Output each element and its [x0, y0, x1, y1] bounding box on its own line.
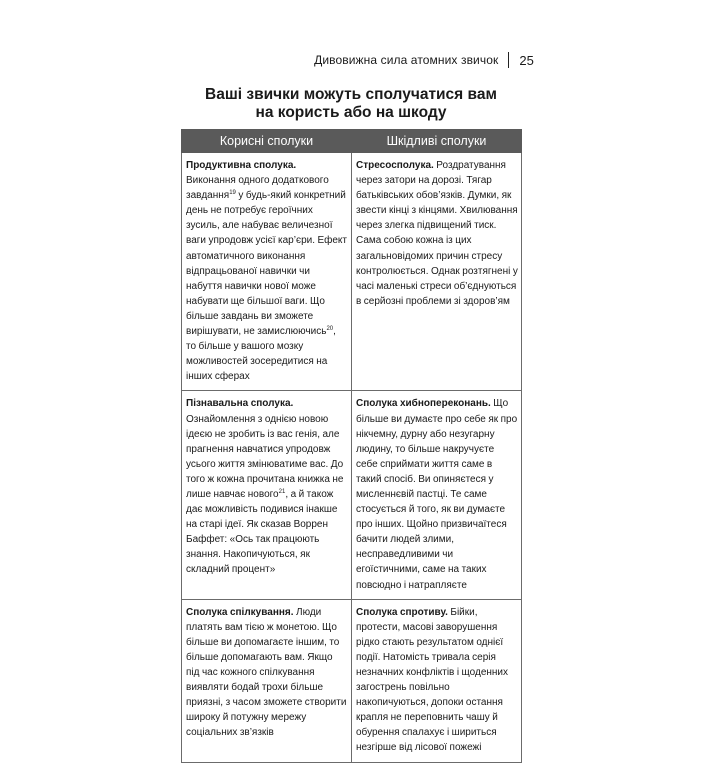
cell-lead: Сполука хибнопереконань. — [356, 398, 491, 410]
header-good-compounds: Корисні сполуки — [182, 130, 352, 153]
cell-lead: Стресосполука. — [356, 160, 434, 171]
header-divider — [508, 52, 509, 68]
cell-lead: Сполука спротиву. — [356, 606, 448, 618]
cell-text: Бійки, протести, масові заворушення рідко стають результатом однієї події. Натомість тривала серія незначних конфліктів і щоденних загострень повільно накопичуються, допоки остання крапля не переповнить чашу й обурення спалахує і шириться незгірше від лісової пожежі — [356, 606, 509, 754]
cell-text: Люди платять вам тією ж монетою. Що більше ви допомагаєте іншим, то більше допомагають вам. Якщо під час кожного спілкування виявляти бодай трохи більше приязні, з часом зможете створити широку й потужну мережу соціальних зв’язків — [186, 606, 347, 739]
cell-text: Виконання одного додаткового завдання — [186, 175, 329, 202]
compounds-table — [181, 129, 522, 763]
cell-lead: Продуктивна сполука. — [186, 160, 297, 171]
cell-text: Що більше ви думаєте про себе як про нікчемну, дурну або незугарну людину, то більше накручуєте себе сприймати життя саме в такий спосіб. Ви опиняєтеся у мисленнєвій пастці. Те саме стосується й того, як ви думаєте про інших. Щойно призвичаїтеся бачити людей злими, несправедливими чи егоїстичними, саме на таких повсюдно і натрапляєте — [356, 398, 518, 591]
cell-outrage-compound — [352, 599, 522, 762]
table-row — [182, 153, 522, 391]
footnote-ref: 21 — [278, 488, 286, 495]
table-title — [182, 86, 520, 122]
table-title-line-2: на користь або на шкоду — [255, 104, 447, 121]
book-title: Дивовижна сила атомних звичок — [314, 53, 499, 67]
cell-false-beliefs-compound — [352, 391, 522, 599]
cell-text: , а й також дає можливість подивися інакше на старі ідеї. Як сказав Воррен Баффет: «Ось так працюють знання. Накопичуються, як складний процент» — [186, 488, 338, 576]
cell-knowledge-compound — [182, 391, 352, 599]
page-number: 25 — [519, 52, 534, 68]
table-row — [182, 391, 522, 599]
table-header-row — [182, 130, 522, 153]
cell-text: у будь-який конкретний день не потребує героїчних зусиль, але набуває величезної ваги упродовж усієї кар’єри. Ефект автоматичного виконання відпрацьованої навички чи набуття навички нової може набувати ще більшої ваги. Що більше завдань ви зможете вирішувати, не замислюючись — [186, 190, 347, 338]
cell-lead: Сполука спілкування. — [186, 606, 294, 618]
footnote-ref: 19 — [229, 190, 236, 197]
cell-productivity-compound — [182, 153, 352, 391]
header-bad-compounds: Шкідливі сполуки — [352, 130, 522, 153]
running-header — [314, 51, 534, 69]
footnote-ref: 20 — [326, 326, 334, 333]
table-title-line-1: Ваші звички можуть сполучатися вам — [205, 86, 497, 103]
cell-text: , то більше у вашого мозку можливостей зосередитися на інших сферах — [186, 326, 336, 383]
cell-relationships-compound — [182, 599, 352, 762]
cell-text: Роздратування через затори на дорозі. Тягар батьківських обов’язків. Думки, як звести кінці з кінцями. Хвилювання через злегка підвищений тиск. Сама собою кожна із цих загальновідомих причин стресу контролюється. Однак розтягнені у часі маленькі стреси об’єднуються в серйозні проблеми зі здоров’ям — [356, 160, 518, 307]
cell-stress-compound — [352, 153, 522, 391]
table-row — [182, 599, 522, 762]
cell-lead: Пізнавальна сполука. — [186, 398, 294, 410]
cell-text: Ознайомлення з однією новою ідеєю не зробить із вас генія, але прагнення навчатися упродовж усього життя змінюватиме вас. До того ж кожна прочитана книжка не лише навчає нового — [186, 413, 344, 500]
